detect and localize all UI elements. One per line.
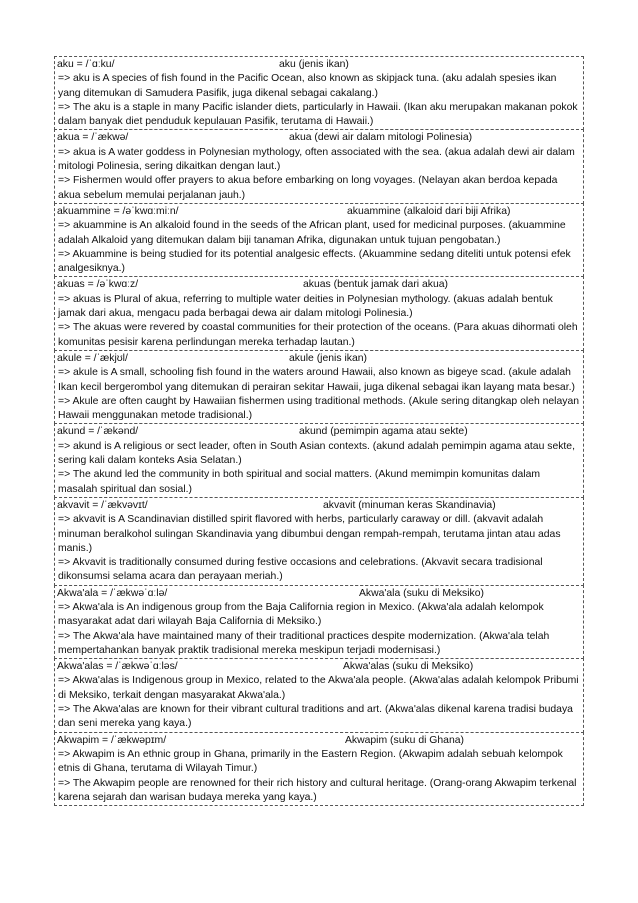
definition: => aku is A species of fish found in the Pacific Ocean, also known as skipjack tuna. (aku adalah spesies ikan yang ditemukan di Samudera Pasifik, juga dikenal sebagai cakalang.) — [58, 73, 557, 99]
gloss: Akwa'ala (suku di Meksiko) — [359, 587, 484, 599]
definition: => akund is A religious or sect leader, often in South Asian contexts. (akund adalah pemimpin agama atau sekte, sering kali dalam konteks Asia Selatan.) — [58, 440, 575, 467]
definition: => akvavit is A Scandinavian distilled spirit flavored with herbs, particularly caraway or dill. (akvavit adalah minuman beralkohol sulingan Skandinavia yang dibumbui dengan rempah-rempah, terutama jintan atau adas manis.) — [58, 514, 561, 554]
entry-akule — [54, 350, 584, 424]
entry-header — [57, 660, 581, 674]
example: => Akule are often caught by Hawaiian fishermen using traditional methods. (Akule sering ditangkap oleh nelayan Hawaii menggunakan metode tradisional.) — [58, 395, 580, 422]
entry-header — [57, 131, 581, 145]
definition: => Akwa'ala is An indigenous group from the Baja California region in Mexico. (Akwa'ala adalah kelompok masyarakat adat dari wilayah Baja California di Meksiko.) — [58, 601, 544, 628]
definition: => akua is A water goddess in Polynesian mythology, often associated with the sea. (akua adalah dewi air dalam mitologi Polinesia, sering dikaitkan dengan laut.) — [58, 146, 575, 173]
gloss: akund (pemimpin agama atau sekte) — [299, 426, 468, 438]
example: => Fishermen would offer prayers to akua before embarking on long voyages. (Nelayan akan berdoa kepada akua sebelum memulai perjalanan jauh.) — [58, 175, 558, 201]
headword: akua = /ˈækwə/ — [57, 132, 129, 144]
headword: Akwa'ala = /ˈækwəˈɑːlə/ — [57, 587, 168, 599]
entry-akvavit — [54, 497, 584, 586]
definition: => akule is A small, schooling fish found in the waters around Hawaii, also known as bigeye scad. (akule adalah Ikan kecil bergerombol yang ditemukan di perairan sekitar Hawaii, juga dikenal sebagai ikan layang mata besar.) — [58, 367, 575, 393]
headword: Akwa'alas = /ˈækwəˈɑːləs/ — [57, 661, 178, 673]
entry-akwaalas — [54, 658, 584, 732]
example: => Akuammine is being studied for its potential analgesic effects. (Akuammine sedang diteliti untuk potensi efek analgesiknya.) — [58, 248, 571, 275]
entry-akua — [54, 129, 584, 203]
definition: => akuammine is An alkaloid found in the seeds of the African plant, used for medicinal purposes. (akuammine adalah Alkaloid yang ditemukan dalam biji tanaman Afrika, digunakan untuk tujuan pengobatan.) — [58, 220, 566, 246]
example: => The Akwapim people are renowned for their rich history and cultural heritage. (Orang-orang Akwapim terkenal karena sejarah dan warisan budaya mereka yang kaya.) — [58, 777, 577, 803]
entry-akuammine — [54, 203, 584, 277]
entry-header — [57, 587, 581, 601]
headword: akuas = /əˈkwɑːz/ — [57, 279, 139, 291]
entry-akwaala — [54, 585, 584, 659]
definition: => Akwa'alas is Indigenous group in Mexico, related to the Akwa'ala people. (Akwa'alas adalah kelompok Pribumi di Meksiko, terkait dengan masyarakat Akwa'ala.) — [58, 675, 579, 701]
example: => Akvavit is traditionally consumed during festive occasions and celebrations. (Akvavit secara tradisional dikonsumsi selama acara dan perayaan meriah.) — [58, 557, 543, 583]
entry-header — [57, 734, 581, 748]
entry-header — [57, 205, 581, 219]
entry-akwapim — [54, 732, 584, 806]
gloss: akvavit (minuman keras Skandinavia) — [323, 499, 496, 511]
gloss: Akwa'alas (suku di Meksiko) — [343, 661, 474, 673]
example: => The aku is a staple in many Pacific islander diets, particularly in Hawaii. (Ikan aku merupakan makanan pokok dalam banyak diet penduduk kepulauan Pasifik, terutama di Hawaii.) — [58, 101, 578, 128]
example: => The Akwa'ala have maintained many of their traditional practices despite modernization. (Akwa'ala telah mempertahankan banyak praktik tradisional mereka meskipun terjadi modernisasi.) — [58, 630, 550, 656]
headword: akule = /ˈækjʊl/ — [57, 352, 128, 364]
entry-header — [57, 425, 581, 439]
definition: => akuas is Plural of akua, referring to multiple water deities in Polynesian mythology. (akuas adalah bentuk jamak dari akua, mengacu pada berbagai dewa air dalam mitologi Polinesia.) — [58, 293, 553, 320]
entry-header — [57, 499, 581, 513]
headword: Akwapim = /ˈækwəpɪm/ — [57, 734, 167, 746]
example: => The akund led the community in both spiritual and social matters. (Akund memimpin komunitas dalam masalah spiritual dan sosial.) — [58, 469, 541, 495]
example: => The akuas were revered by coastal communities for their protection of the oceans. (Para akuas dihormati oleh komunitas pesisir karena perlindungan mereka terhadap lautan.) — [58, 322, 578, 348]
definition: => Akwapim is An ethnic group in Ghana, primarily in the Eastern Region. (Akwapim adalah sebuah kelompok etnis di Ghana, terutama di Wilayah Timur.) — [58, 748, 563, 775]
entry-header — [57, 278, 581, 292]
gloss: akule (jenis ikan) — [289, 352, 367, 364]
gloss: akuas (bentuk jamak dari akua) — [303, 279, 448, 291]
gloss: akua (dewi air dalam mitologi Polinesia) — [289, 132, 473, 144]
entry-aku — [54, 56, 584, 130]
entry-header — [57, 352, 581, 366]
gloss: akuammine (alkaloid dari biji Afrika) — [347, 205, 511, 217]
gloss: Akwapim (suku di Ghana) — [345, 734, 464, 746]
entry-akund — [54, 423, 584, 497]
entry-header — [57, 58, 581, 72]
headword: akund = /ˈækənd/ — [57, 426, 139, 438]
headword: akvavit = /ˈækvəvɪt/ — [57, 499, 148, 511]
headword: aku = /ˈɑːku/ — [57, 59, 115, 70]
dictionary-page — [54, 57, 584, 806]
example: => The Akwa'alas are known for their vibrant cultural traditions and art. (Akwa'alas dikenal karena tradisi budaya dan seni mereka yang kaya.) — [58, 704, 573, 730]
entry-akuas — [54, 276, 584, 350]
headword: akuammine = /əˈkwɑːmiːn/ — [57, 205, 179, 217]
gloss: aku (jenis ikan) — [279, 59, 349, 70]
